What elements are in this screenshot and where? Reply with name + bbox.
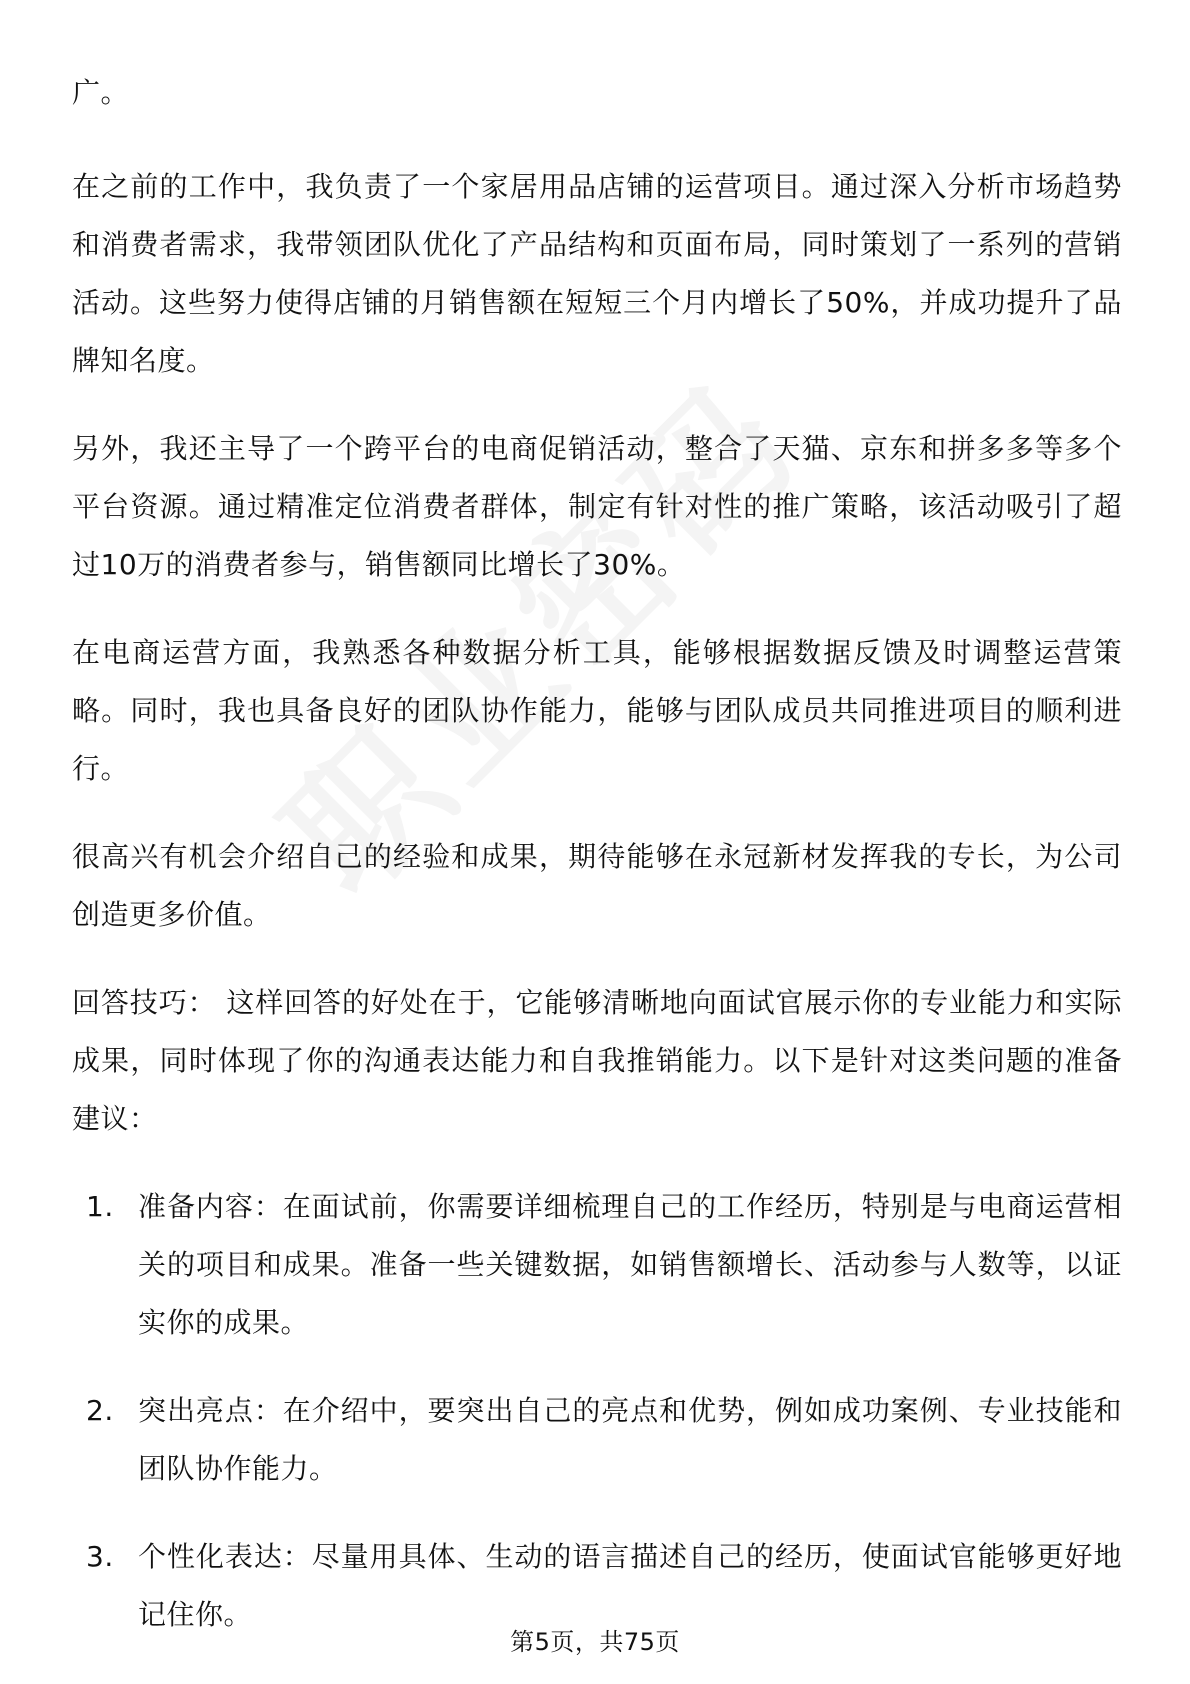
tips-list — [72, 1178, 1122, 1644]
page-content — [72, 64, 1122, 1674]
paragraph-2: 在之前的工作中，我负责了一个家居用品店铺的运营项目。通过深入分析市场趋势和消费者需求，我带领团队优化了产品结构和页面布局，同时策划了一系列的营销活动。这些努力使得店铺的月销售额在短短三个月内增长了50%，并成功提升了品牌知名度。 — [72, 170, 1122, 377]
paragraph-6: 回答技巧： 这样回答的好处在于，它能够清晰地向面试官展示你的专业能力和实际成果，同时体现了你的沟通表达能力和自我推销能力。以下是针对这类问题的准备建议： — [72, 986, 1122, 1135]
page-footer: 第5页，共75页 — [510, 1628, 680, 1656]
list-number: 3. — [86, 1540, 114, 1573]
list-text: 突出亮点：在介绍中，要突出自己的亮点和优势，例如成功案例、专业技能和团队协作能力。 — [138, 1394, 1122, 1485]
list-text: 准备内容：在面试前，你需要详细梳理自己的工作经历，特别是与电商运营相关的项目和成果。准备一些关键数据，如销售额增长、活动参与人数等，以证实你的成果。 — [138, 1190, 1122, 1339]
list-item — [72, 1382, 1122, 1498]
list-item — [72, 1178, 1122, 1352]
paragraph-5: 很高兴有机会介绍自己的经验和成果，期待能够在永冠新材发挥我的专长，为公司创造更多价值。 — [72, 840, 1122, 931]
paragraph-4: 在电商运营方面，我熟悉各种数据分析工具，能够根据数据反馈及时调整运营策略。同时，我也具备良好的团队协作能力，能够与团队成员共同推进项目的顺利进行。 — [72, 636, 1122, 785]
list-text: 个性化表达：尽量用具体、生动的语言描述自己的经历，使面试官能够更好地记住你。 — [138, 1540, 1122, 1631]
paragraph-1: 广。 — [72, 76, 130, 109]
paragraph-3: 另外，我还主导了一个跨平台的电商促销活动，整合了天猫、京东和拼多多等多个平台资源。通过精准定位消费者群体，制定有针对性的推广策略，该活动吸引了超过10万的消费者参与，销售额同比增长了30%。 — [72, 432, 1122, 581]
list-number: 2. — [86, 1394, 114, 1427]
list-number: 1. — [86, 1190, 114, 1223]
